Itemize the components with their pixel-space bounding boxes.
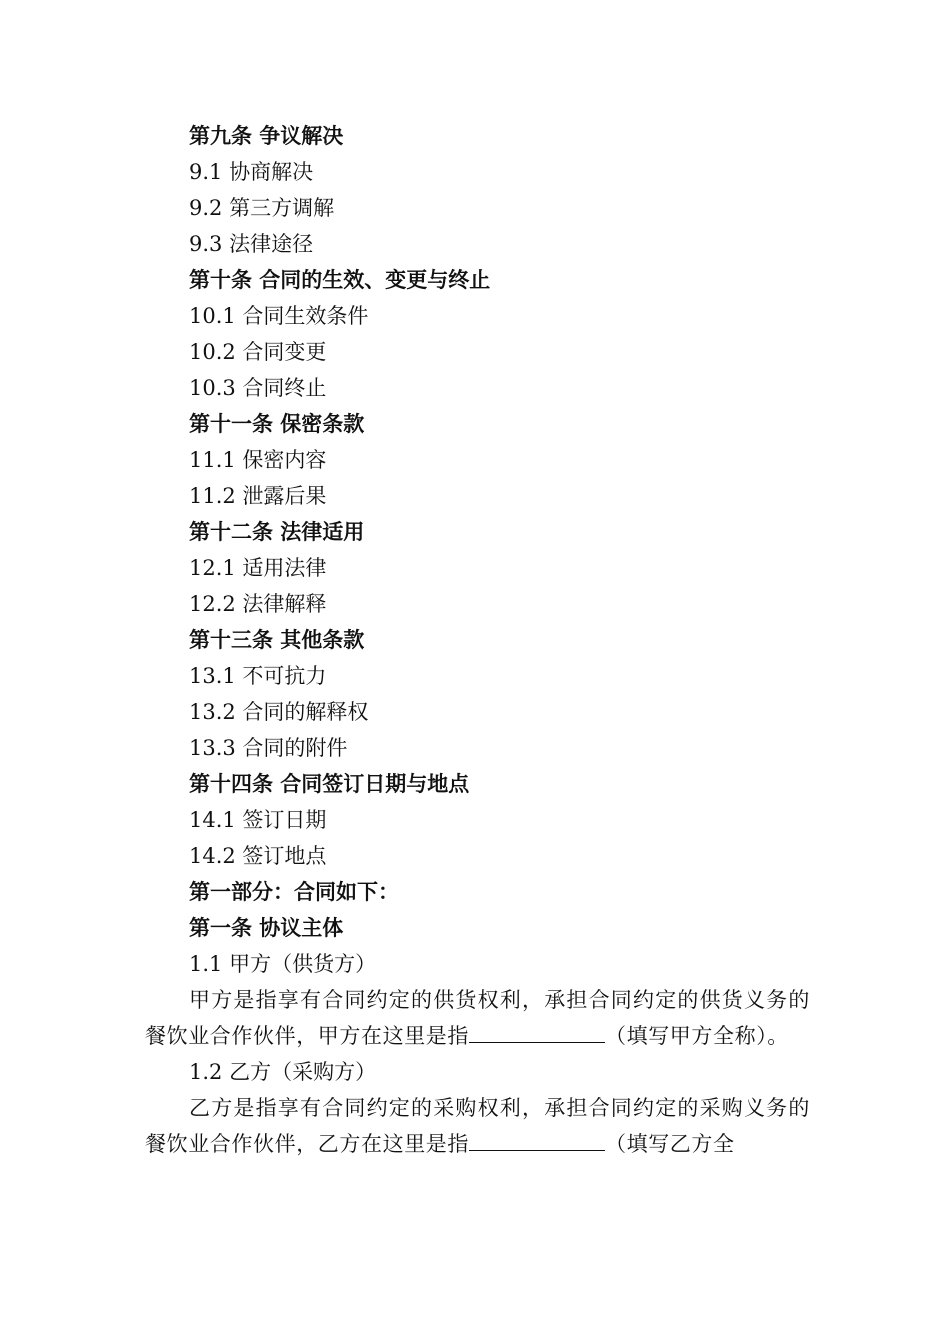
section-heading: 第十三条 其他条款 (189, 628, 365, 652)
section-item: 1.1 甲方（供货方） (189, 952, 377, 976)
section-item: 12.2 法律解释 (189, 592, 327, 616)
section-item: 13.1 不可抗力 (189, 664, 327, 688)
section-heading: 第十一条 保密条款 (189, 412, 365, 436)
party-b-name-blank[interactable] (469, 1128, 605, 1151)
party-a-text: 甲方是指享有合同约定的供货权利，承担合同约定的供货义务的餐饮业合作伙伴，甲方在这里是指 (145, 988, 810, 1048)
section-item: 11.1 保密内容 (189, 448, 327, 472)
party-b-definition (145, 1090, 810, 1162)
section-heading: 第九条 争议解决 (189, 124, 344, 148)
document-lines (145, 118, 810, 982)
document-page (145, 118, 810, 1162)
party-b-text: 乙方是指享有合同约定的采购权利，承担合同约定的采购义务的餐饮业合作伙伴，乙方在这里是指 (145, 1096, 810, 1156)
section-item: 12.1 适用法律 (189, 556, 327, 580)
section-1-2: 1.2 乙方（采购方） (189, 1060, 377, 1084)
section-item: 10.1 合同生效条件 (189, 304, 369, 328)
party-a-definition (145, 982, 810, 1054)
section-heading: 第十条 合同的生效、变更与终止 (189, 268, 491, 292)
section-heading: 第十二条 法律适用 (189, 520, 365, 544)
party-b-note: （填写乙方全 (605, 1132, 735, 1156)
section-item: 13.3 合同的附件 (189, 736, 348, 760)
section-item: 14.2 签订地点 (189, 844, 327, 868)
party-a-name-blank[interactable] (469, 1020, 605, 1043)
section-heading: 第一条 协议主体 (189, 916, 344, 940)
section-item: 10.3 合同终止 (189, 376, 327, 400)
section-item: 14.1 签订日期 (189, 808, 327, 832)
section-item: 11.2 泄露后果 (189, 484, 327, 508)
section-item: 9.1 协商解决 (189, 160, 314, 184)
section-item: 13.2 合同的解释权 (189, 700, 369, 724)
section-heading: 第十四条 合同签订日期与地点 (189, 772, 470, 796)
party-a-note: （填写甲方全称）。 (605, 1024, 789, 1048)
section-heading: 第一部分：合同如下： (189, 880, 399, 904)
section-item: 9.2 第三方调解 (189, 196, 335, 220)
section-item: 9.3 法律途径 (189, 232, 314, 256)
section-item: 10.2 合同变更 (189, 340, 327, 364)
